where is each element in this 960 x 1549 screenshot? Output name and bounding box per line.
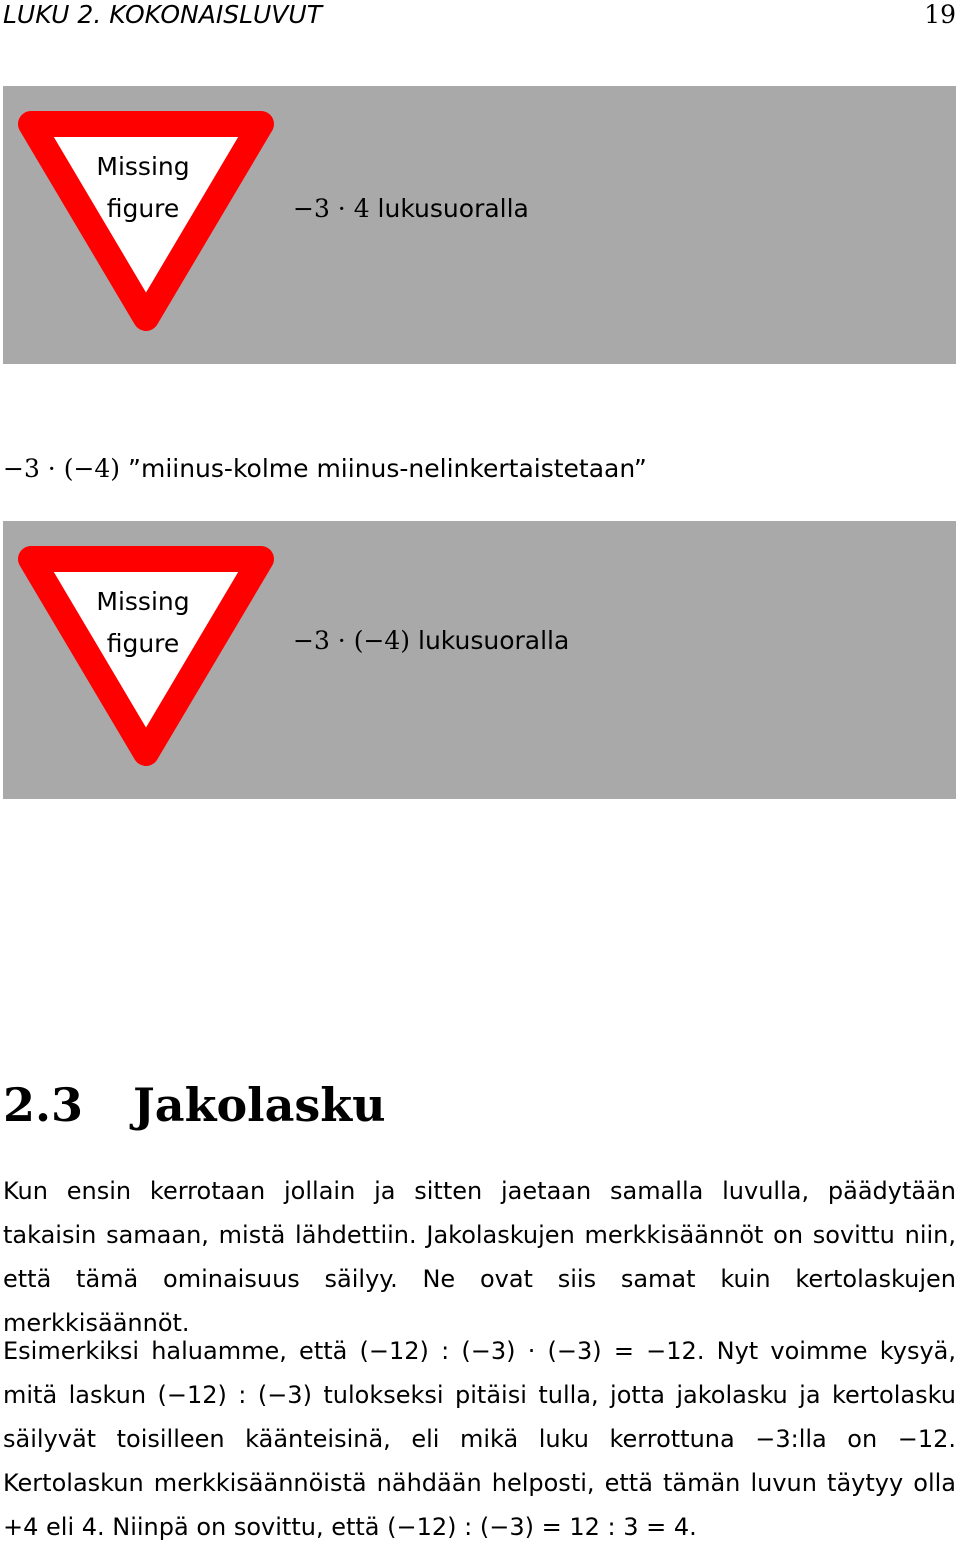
missing-figure-label-line2: figure	[106, 629, 180, 658]
missing-figure-1	[3, 86, 956, 364]
missing-figure-2	[3, 521, 956, 799]
paragraph-2: Esimerkiksi haluamme, että (−12) : (−3) · (−3) = −12. Nyt voimme kysyä, mitä laskun (−12) : (−3) tulokseksi pitäisi tulla, jotta jakolasku ja kertolasku säilyvät toisilleen käänteisinä, eli mikä luku kerrottuna −3:lla on −12. Kertolaskun merkkisäännöistä nähdään helposti, että tämän luvun täytyy olla +4 eli 4. Niinpä on sovittu, että (−12) : (−3) = 12 : 3 = 4.	[3, 1337, 956, 1541]
section-title: Jakolasku	[133, 1078, 386, 1132]
figure-caption	[293, 626, 569, 655]
reading-line-text: ”miinus-kolme miinus-nelinkertaistetaan”	[120, 454, 647, 483]
paragraph-1: Kun ensin kerrotaan jollain ja sitten jaetaan samalla luvulla, päädytään takaisin samaan, mistä lähdettiin. Jakolaskujen merkkisäännöt on sovittu niin, että tämä ominaisuus säilyy. Ne ovat siis samat kuin kertolaskujen merkkisäännöt.	[3, 1177, 956, 1337]
figure-caption-text: lukusuoralla	[410, 626, 570, 655]
figure-caption-text: lukusuoralla	[369, 194, 529, 223]
figure-caption-math: −3 · 4	[293, 194, 370, 223]
section-heading	[3, 1078, 386, 1132]
missing-figure-label-line1: Missing	[96, 152, 190, 181]
page-number: 19	[924, 0, 956, 29]
page-header	[3, 0, 956, 32]
reading-line-math: −3 · (−4)	[3, 454, 121, 483]
missing-figure-label-line1: Missing	[96, 587, 190, 616]
figure-caption	[293, 194, 529, 223]
figure-caption-math: −3 · (−4)	[293, 626, 411, 655]
chapter-title: LUKU 2. KOKONAISLUVUT	[3, 0, 322, 29]
section-number: 2.3	[3, 1078, 84, 1132]
missing-figure-label-line2: figure	[106, 194, 180, 223]
reading-line	[3, 454, 647, 483]
